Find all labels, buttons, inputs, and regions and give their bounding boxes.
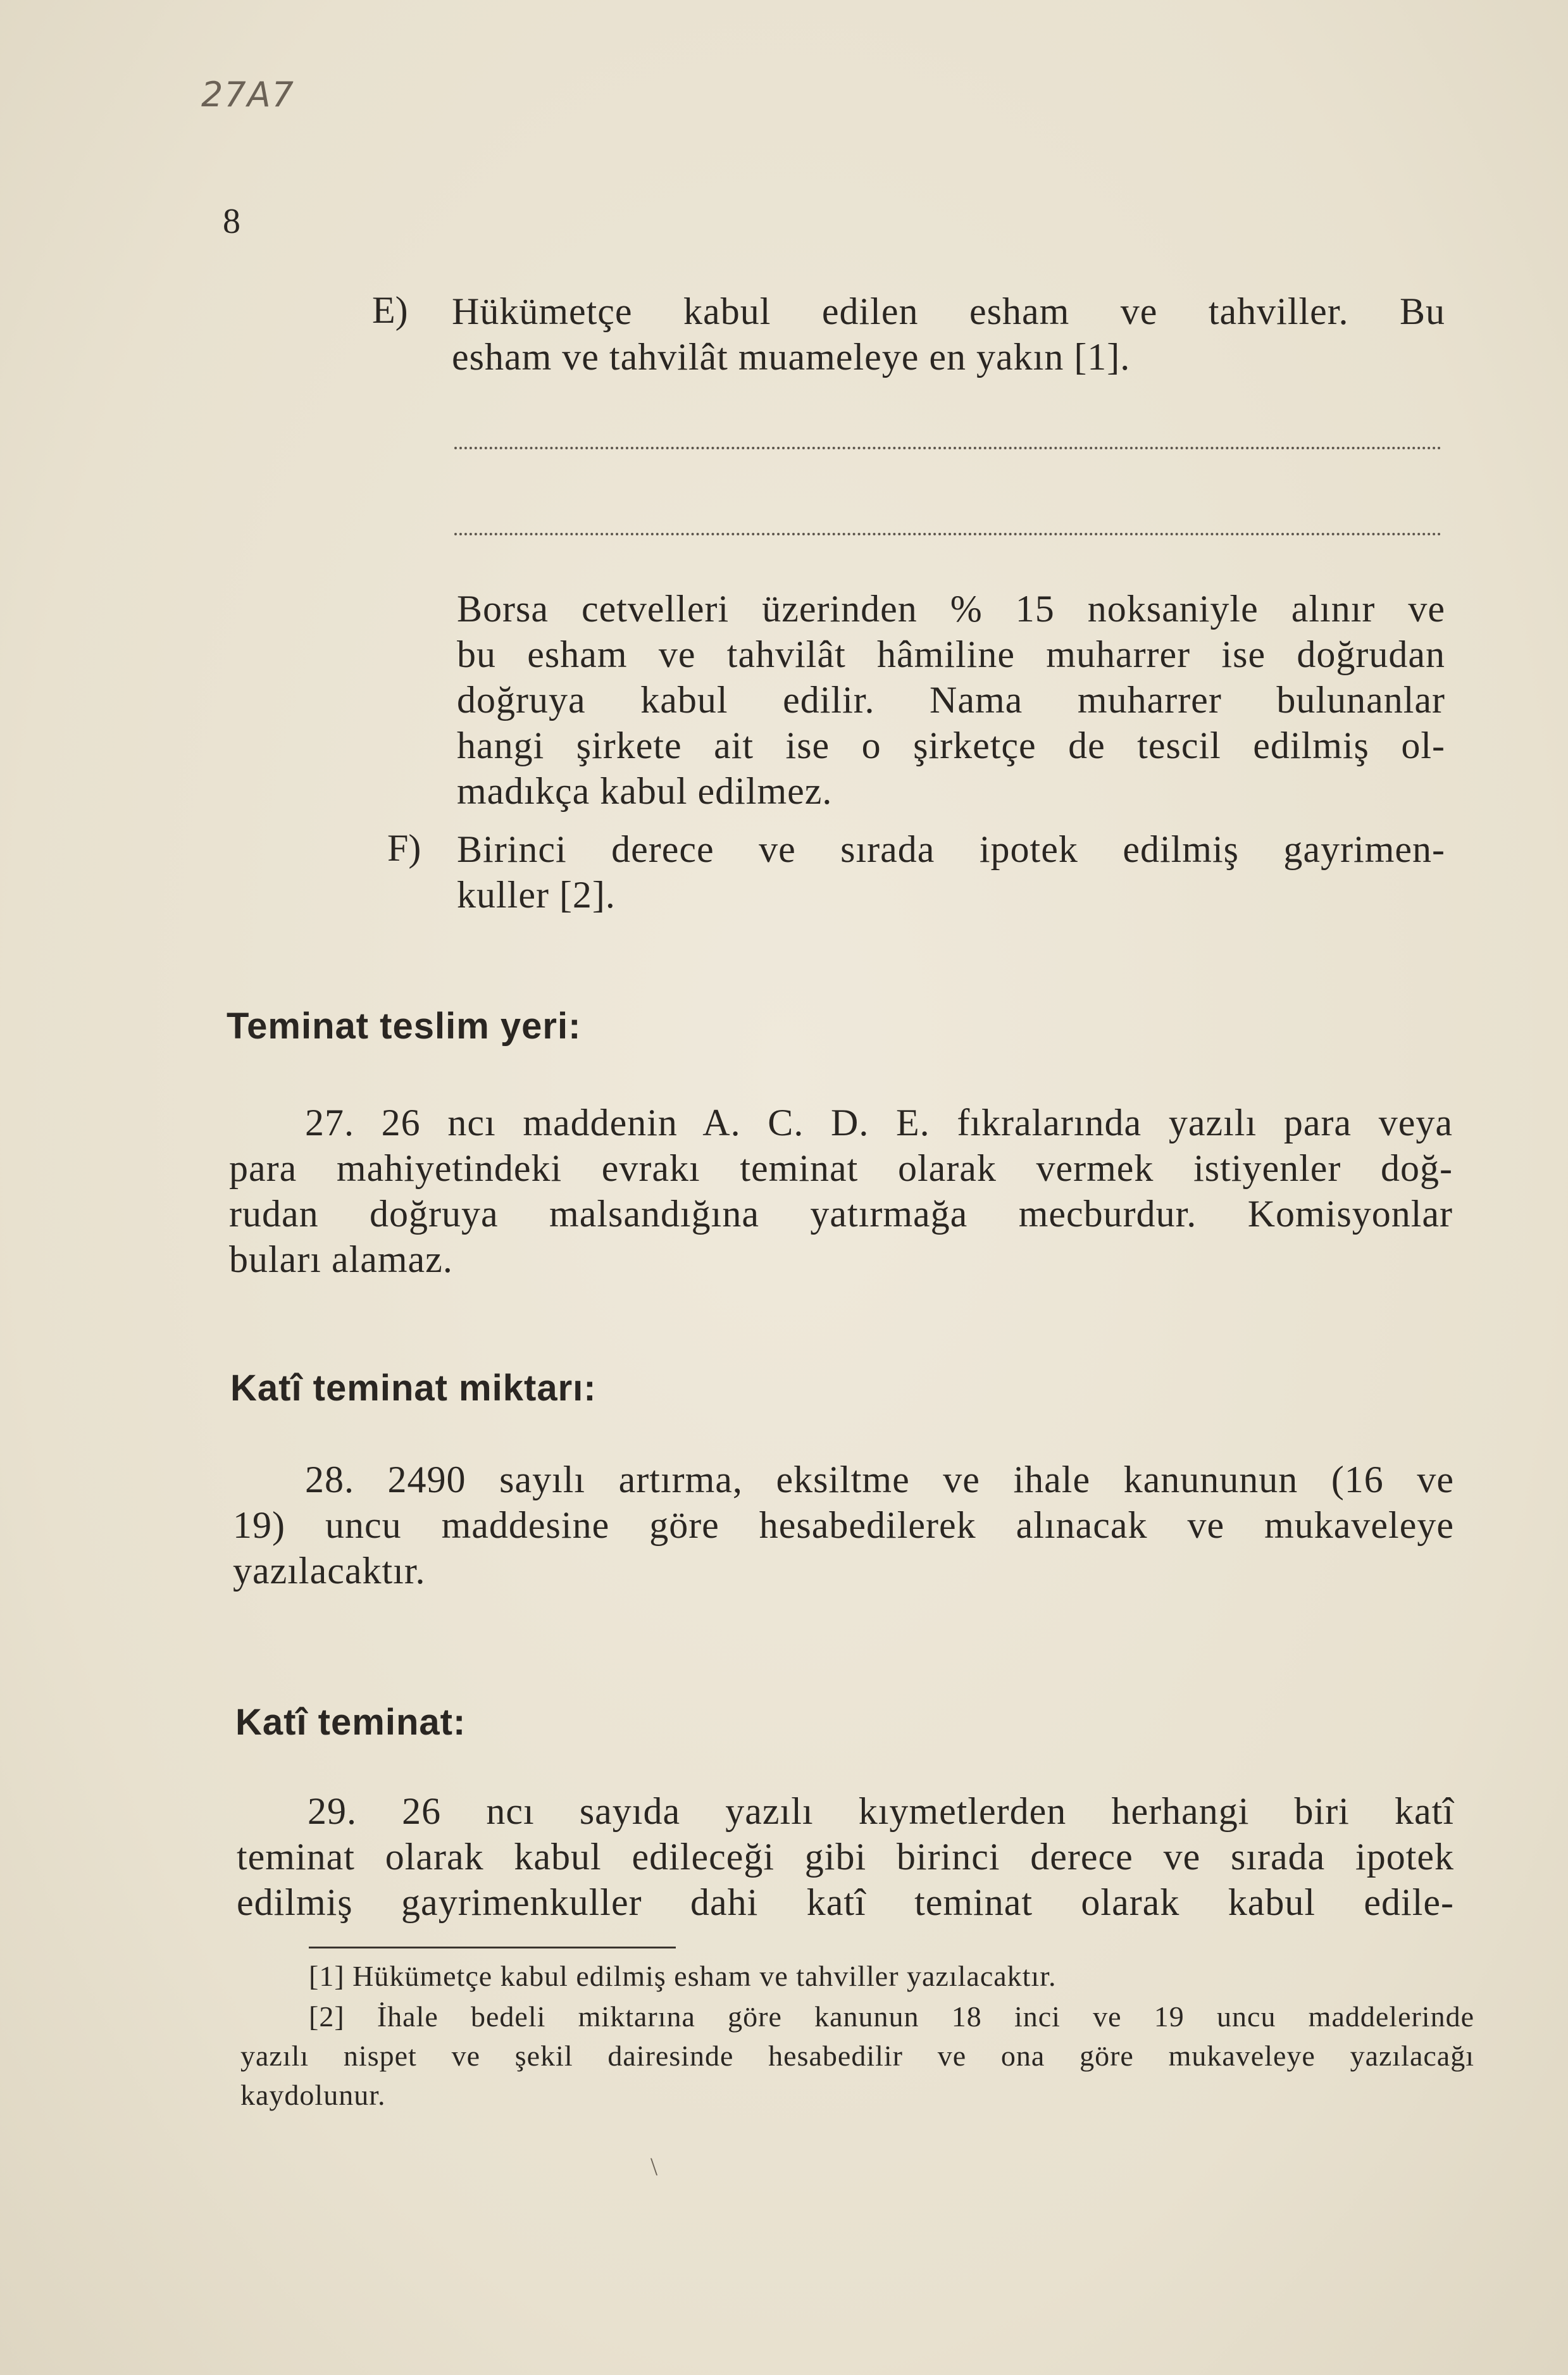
text-line: buları alamaz. — [229, 1238, 453, 1280]
footnote-separator — [309, 1947, 676, 1948]
section-28 — [233, 1457, 1454, 1593]
text-line: 28. 2490 sayılı artırma, eksiltme ve ihale kanununun (16 ve — [305, 1459, 1454, 1500]
text-line: yazılacaktır. — [233, 1550, 426, 1592]
text-line: doğruya kabul edilir. Nama muharrer bulunanlar — [457, 679, 1445, 721]
item-e-text — [452, 289, 1445, 380]
text-line: kuller [2]. — [457, 874, 616, 916]
text-line: esham ve tahvilât muameleye en yakın [1]. — [452, 336, 1131, 378]
heading-kati-teminat: Katî teminat: — [235, 1702, 466, 1743]
footnote-2 — [240, 1997, 1474, 2115]
stray-mark: \ — [650, 2152, 658, 2181]
text-line: para mahiyetindeki evrakı teminat olarak vermek istiyenler doğ- — [229, 1147, 1453, 1189]
dotted-separator — [454, 533, 1441, 535]
section-29 — [237, 1788, 1454, 1925]
footnote-1 — [309, 1957, 1296, 1996]
text-line: 27. 26 ncı maddenin A. C. D. E. fıkralarında yazılı para veya — [305, 1102, 1453, 1144]
handwritten-note: 27A7 — [201, 75, 296, 115]
text-line: rudan doğruya malsandığına yatırmağa mecburdur. Komisyonlar — [229, 1193, 1453, 1235]
text-line: 29. 26 ncı sayıda yazılı kıymetlerden herhangi biri katî — [308, 1790, 1454, 1832]
text-line: Borsa cetvelleri üzerinden % 15 noksaniyle alınır ve — [457, 588, 1445, 630]
text-line: teminat olarak kabul edileceği gibi birinci derece ve sırada ipotek — [237, 1836, 1454, 1878]
item-f-text — [457, 826, 1445, 918]
text-line: Birinci derece ve sırada ipotek edilmiş gayrimen- — [457, 828, 1445, 870]
text-line: 19) uncu maddesine göre hesabedilerek alınacak ve mukaveleye — [233, 1504, 1454, 1546]
footnote-line: yazılı nispet ve şekil dairesinde hesabedilir ve ona göre mukaveleye yazılacağı — [240, 2040, 1474, 2072]
page-number: 8 — [223, 202, 240, 241]
section-27 — [229, 1100, 1453, 1282]
footnote-line: [1] Hükümetçe kabul edilmiş esham ve tahviller yazılacaktır. — [309, 1960, 1057, 1992]
text-line: edilmiş gayrimenkuller dahi katî teminat olarak kabul edile- — [237, 1881, 1454, 1923]
text-line: Hükümetçe kabul edilen esham ve tahviller. Bu — [452, 290, 1445, 332]
item-e-label: E) — [372, 289, 408, 331]
borsa-paragraph — [457, 586, 1445, 814]
dotted-separator — [454, 447, 1441, 449]
footnote-line: kaydolunur. — [240, 2079, 386, 2111]
text-line: bu esham ve tahvilât hâmiline muharrer ise doğrudan — [457, 633, 1445, 675]
heading-teminat-teslim-yeri: Teminat teslim yeri: — [227, 1006, 582, 1047]
footnote-line: [2] İhale bedeli miktarına göre kanunun 18 inci ve 19 uncu maddelerinde — [309, 2000, 1474, 2033]
heading-kati-teminat-miktari: Katî teminat miktarı: — [230, 1368, 597, 1409]
item-f-label: F) — [387, 827, 421, 869]
text-line: madıkça kabul edilmez. — [457, 770, 833, 812]
text-line: hangi şirkete ait ise o şirketçe de tescil edilmiş ol- — [457, 725, 1445, 766]
